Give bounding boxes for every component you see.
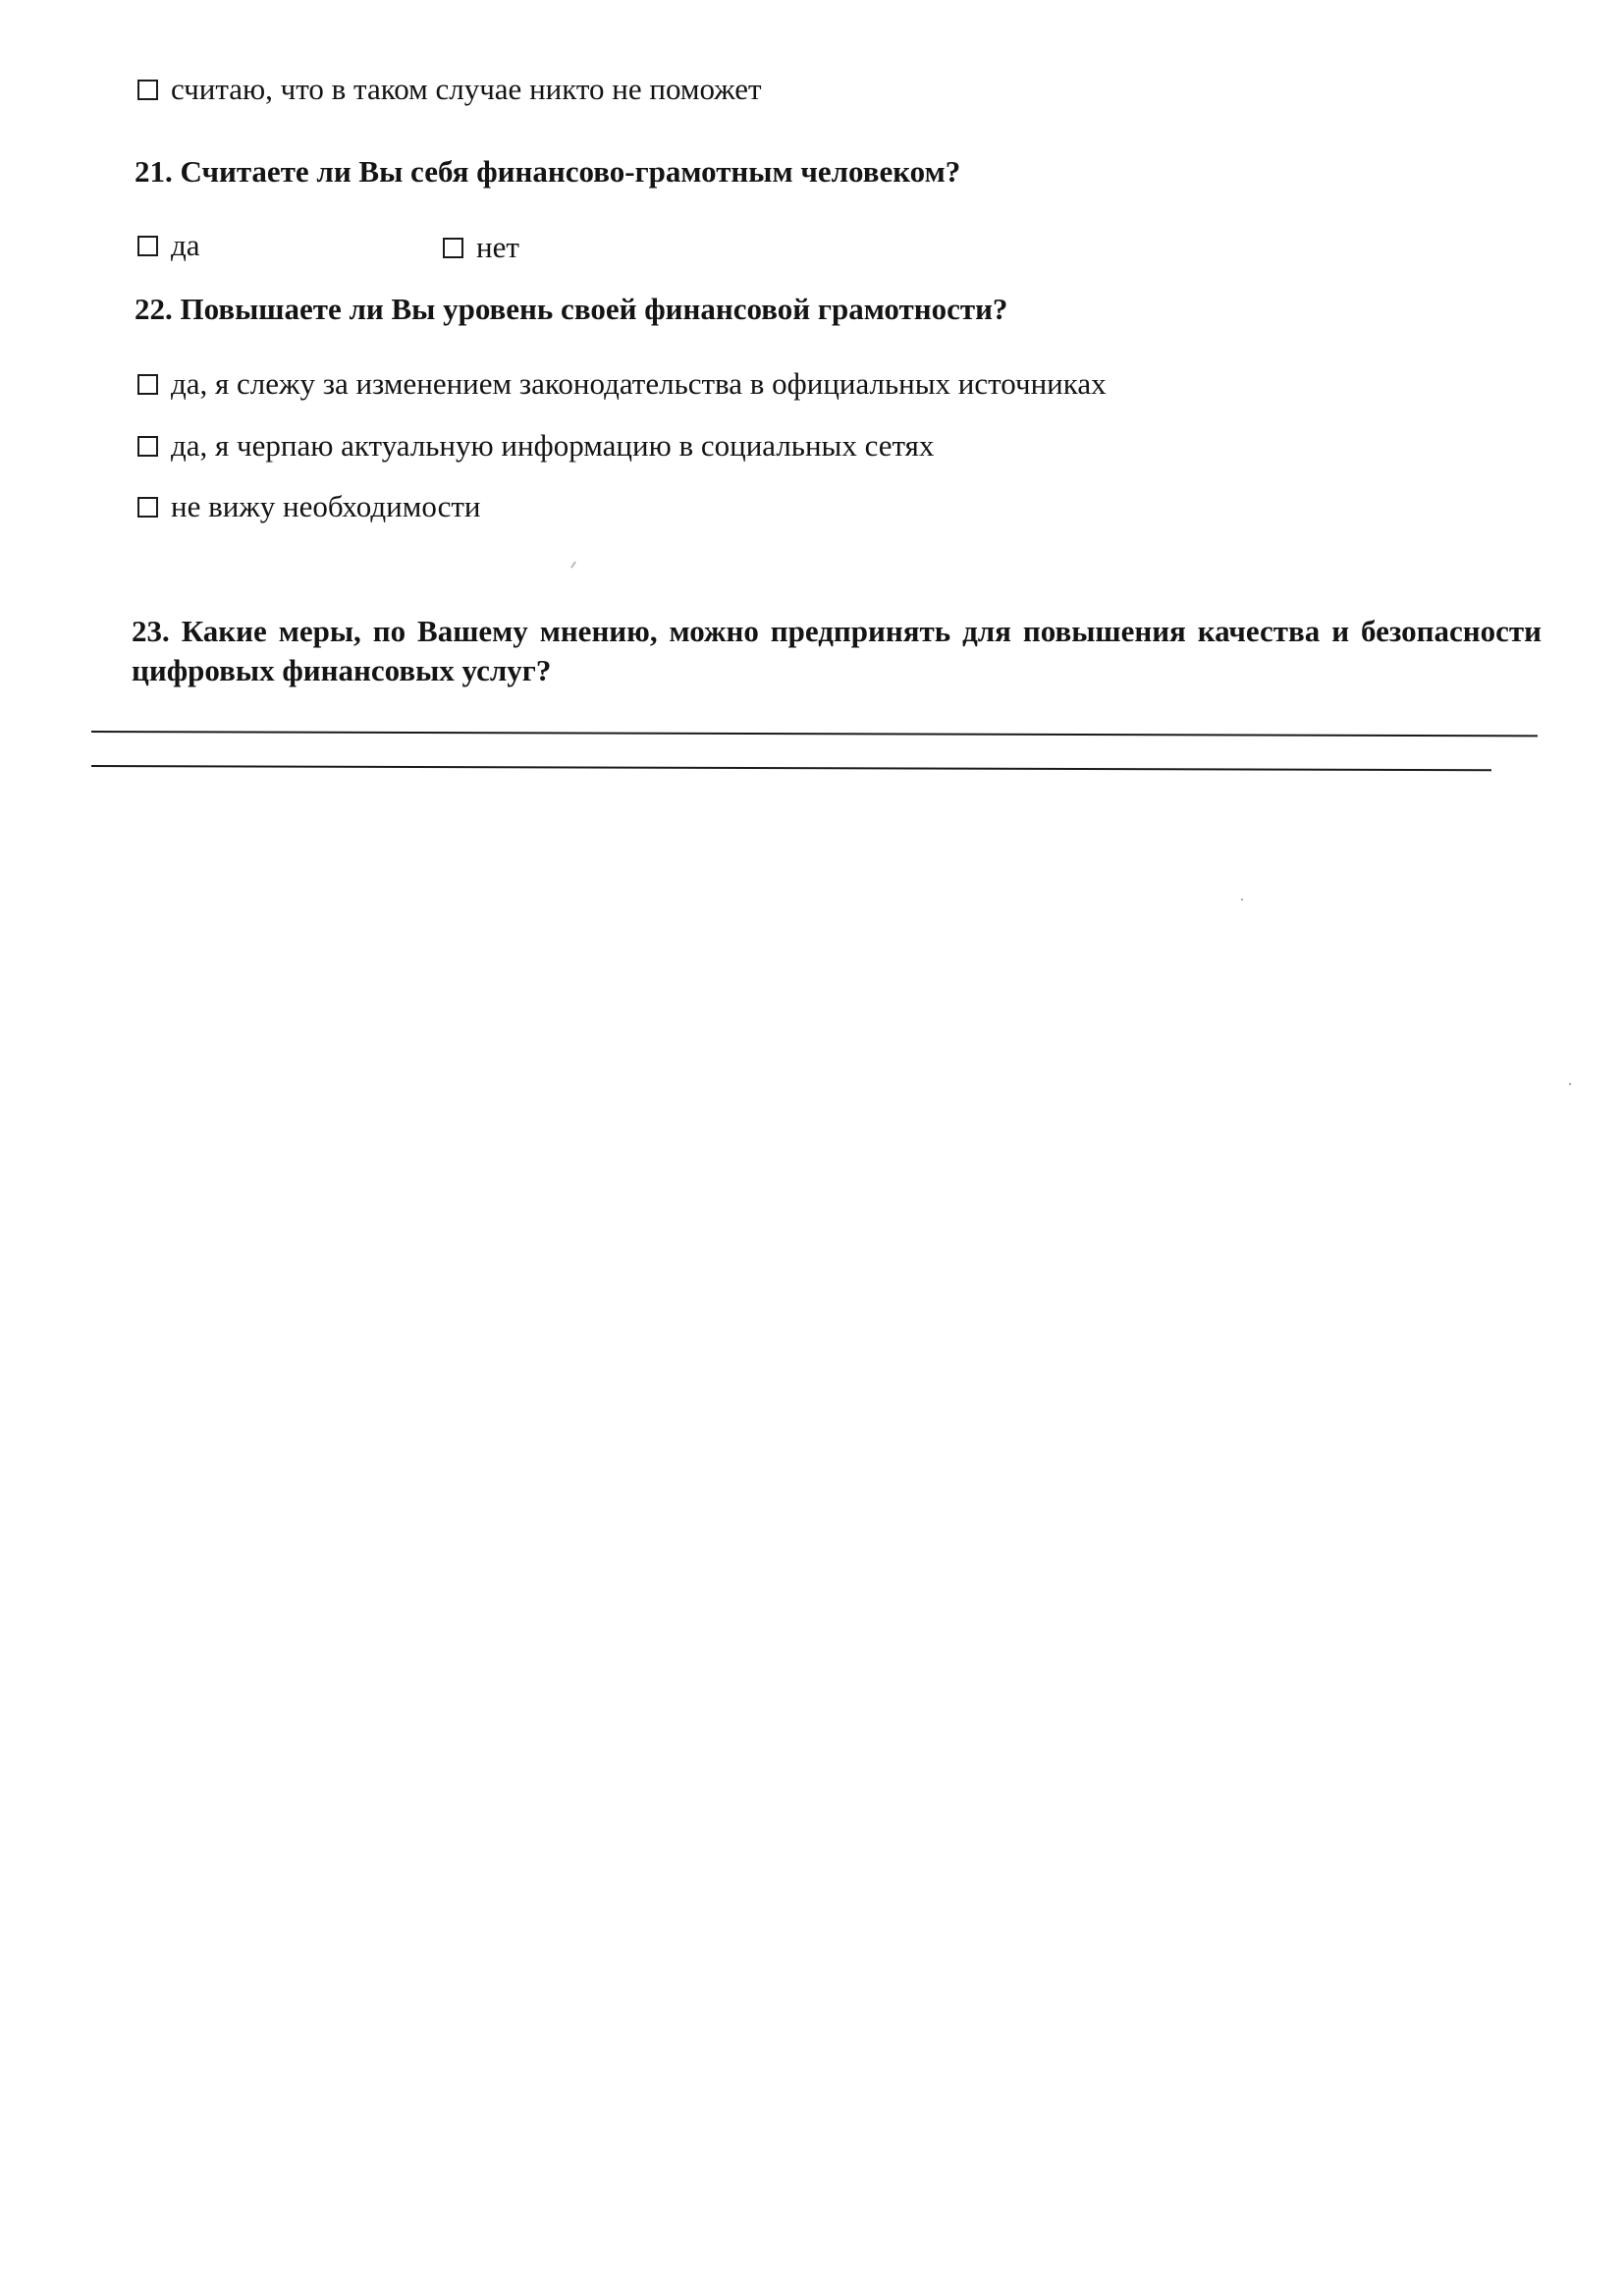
option-nobody-helps[interactable] bbox=[137, 71, 762, 108]
question-23-text: 23. Какие меры, по Вашему мнению, можно предпринять для повышения качества и безопасности цифровых финансовых услуг? bbox=[132, 614, 1542, 687]
option-label: считаю, что в таком случае никто не поможет bbox=[171, 72, 762, 106]
option-label: не вижу необходимости bbox=[171, 489, 481, 523]
option-label: да, я черпаю актуальную информацию в социальных сетях bbox=[171, 428, 935, 463]
checkbox-icon[interactable] bbox=[137, 236, 158, 256]
q22-option-legislation[interactable] bbox=[137, 365, 1107, 403]
q21-option-no[interactable] bbox=[443, 229, 519, 266]
checkbox-icon[interactable] bbox=[137, 80, 158, 100]
checkbox-icon[interactable] bbox=[137, 374, 158, 395]
checkbox-icon[interactable] bbox=[137, 436, 158, 457]
option-label: да, я слежу за изменением законодательства в официальных источниках bbox=[171, 366, 1107, 401]
scan-speck bbox=[1241, 899, 1243, 901]
q22-option-social-networks[interactable] bbox=[137, 427, 934, 465]
checkbox-icon[interactable] bbox=[137, 497, 158, 518]
scan-speck bbox=[1569, 1083, 1571, 1085]
option-label: нет bbox=[476, 230, 519, 264]
q21-option-yes[interactable] bbox=[137, 227, 200, 264]
q22-option-no-need[interactable] bbox=[137, 488, 481, 525]
question-22-text: 22. Повышаете ли Вы уровень своей финансовой грамотности? bbox=[135, 292, 1008, 326]
checkbox-icon[interactable] bbox=[443, 238, 463, 258]
scan-speck bbox=[570, 561, 576, 569]
answer-line-2[interactable] bbox=[91, 765, 1491, 771]
option-label: да bbox=[171, 228, 200, 262]
answer-line-1[interactable] bbox=[91, 731, 1538, 737]
question-21-text: 21. Считаете ли Вы себя финансово-грамотным человеком? bbox=[135, 154, 961, 189]
